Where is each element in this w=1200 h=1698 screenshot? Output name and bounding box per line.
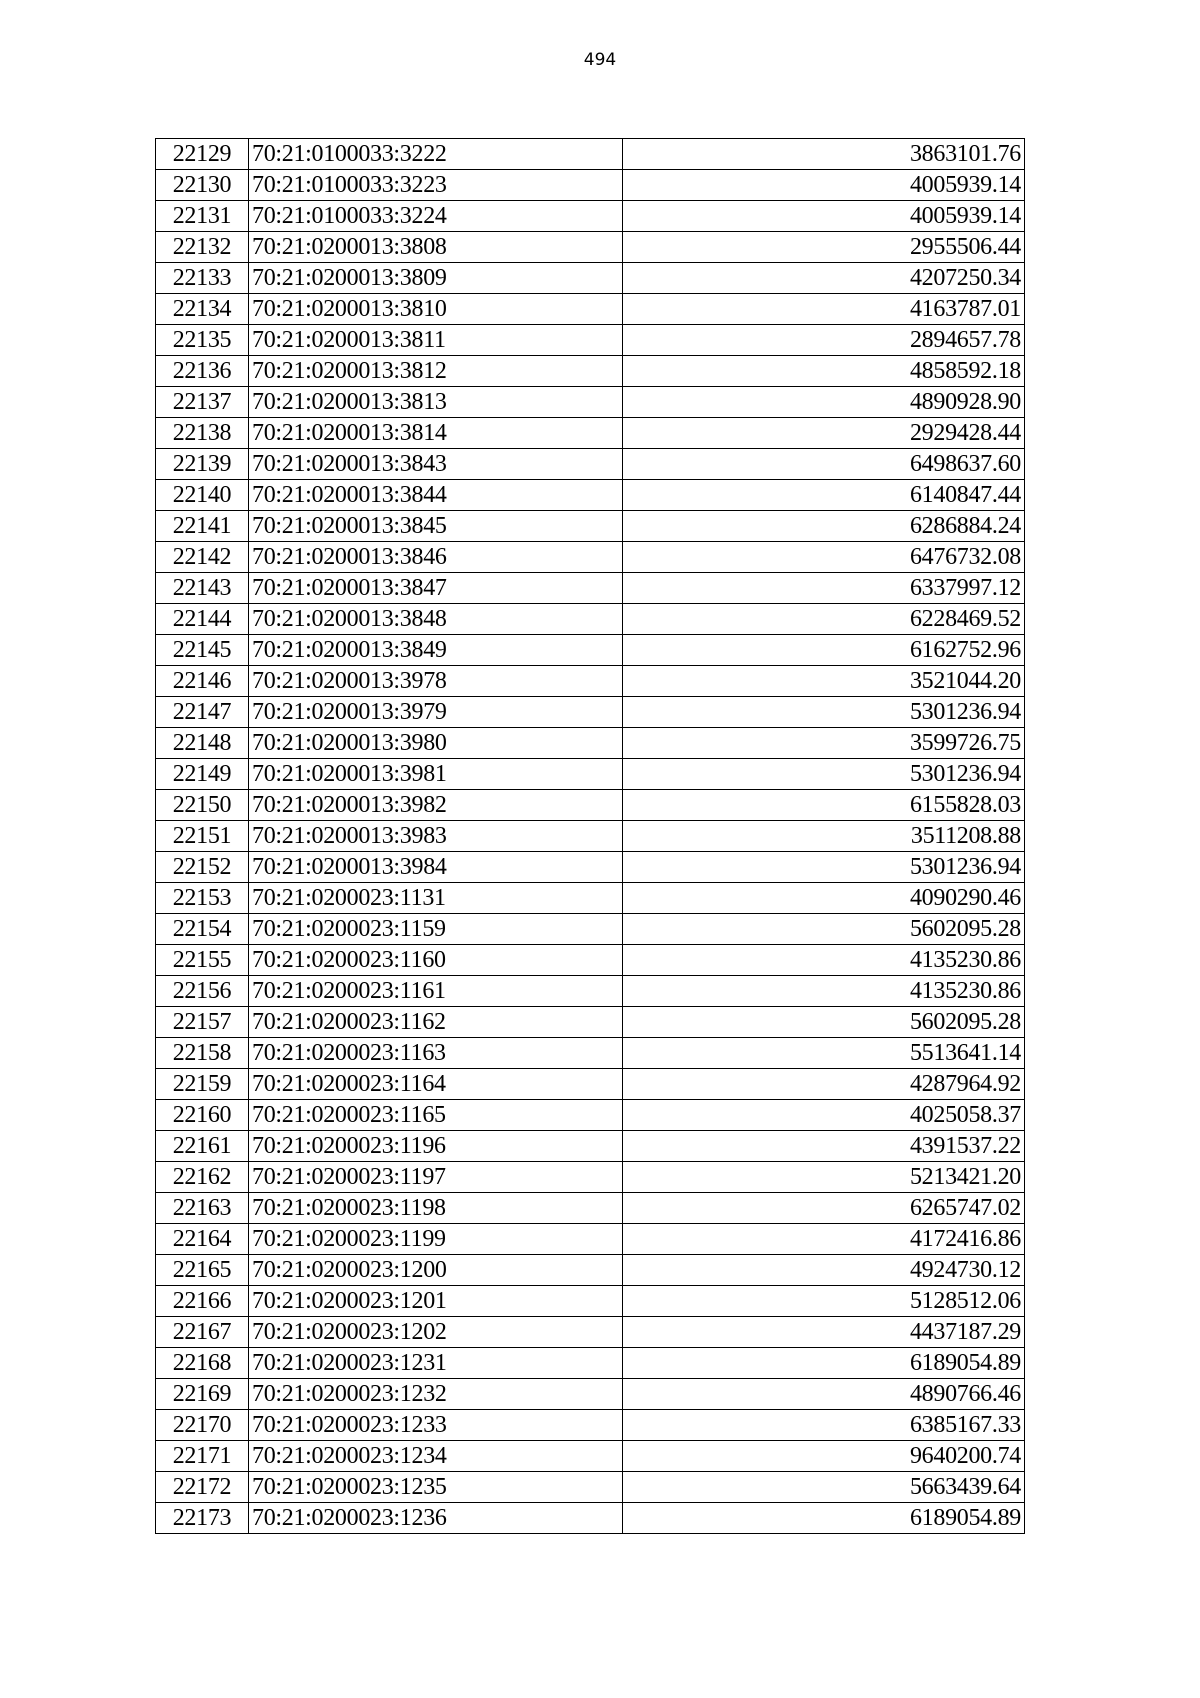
cadastral-value-cell: 4025058.37 [623, 1100, 1025, 1131]
table-row [156, 1038, 1025, 1069]
row-number-cell: 22143 [156, 573, 249, 604]
row-number-cell: 22145 [156, 635, 249, 666]
cadastral-number-cell: 70:21:0100033:3224 [249, 201, 623, 232]
cadastral-number-cell: 70:21:0200023:1197 [249, 1162, 623, 1193]
cadastral-value-cell: 4005939.14 [623, 201, 1025, 232]
table-row [156, 542, 1025, 573]
table-row [156, 418, 1025, 449]
row-number-cell: 22130 [156, 170, 249, 201]
cadastral-value-cell: 3863101.76 [623, 139, 1025, 170]
cadastral-number-cell: 70:21:0200023:1202 [249, 1317, 623, 1348]
cadastral-value-cell: 4924730.12 [623, 1255, 1025, 1286]
table-row [156, 1472, 1025, 1503]
table-row [156, 1286, 1025, 1317]
table-row [156, 976, 1025, 1007]
cadastral-number-cell: 70:21:0200013:3810 [249, 294, 623, 325]
table-row [156, 1007, 1025, 1038]
cadastral-number-cell: 70:21:0200023:1200 [249, 1255, 623, 1286]
cadastral-number-cell: 70:21:0200023:1233 [249, 1410, 623, 1441]
cadastral-value-cell: 4890928.90 [623, 387, 1025, 418]
row-number-cell: 22129 [156, 139, 249, 170]
table-row [156, 697, 1025, 728]
cadastral-value-cell: 6140847.44 [623, 480, 1025, 511]
cadastral-value-cell: 5513641.14 [623, 1038, 1025, 1069]
table-row [156, 666, 1025, 697]
table-row [156, 1317, 1025, 1348]
cadastral-number-cell: 70:21:0200023:1131 [249, 883, 623, 914]
cadastral-number-cell: 70:21:0200023:1201 [249, 1286, 623, 1317]
table-row [156, 1255, 1025, 1286]
row-number-cell: 22146 [156, 666, 249, 697]
cadastral-number-cell: 70:21:0200023:1163 [249, 1038, 623, 1069]
row-number-cell: 22132 [156, 232, 249, 263]
table-row [156, 1100, 1025, 1131]
cadastral-number-cell: 70:21:0200023:1196 [249, 1131, 623, 1162]
cadastral-value-cell: 2894657.78 [623, 325, 1025, 356]
cadastral-value-cell: 6476732.08 [623, 542, 1025, 573]
table-row [156, 1193, 1025, 1224]
row-number-cell: 22140 [156, 480, 249, 511]
cadastral-value-cell: 9640200.74 [623, 1441, 1025, 1472]
row-number-cell: 22161 [156, 1131, 249, 1162]
row-number-cell: 22162 [156, 1162, 249, 1193]
cadastral-value-cell: 5602095.28 [623, 914, 1025, 945]
row-number-cell: 22142 [156, 542, 249, 573]
row-number-cell: 22131 [156, 201, 249, 232]
table-row [156, 325, 1025, 356]
cadastral-value-cell: 6162752.96 [623, 635, 1025, 666]
cadastral-number-cell: 70:21:0100033:3222 [249, 139, 623, 170]
table-row [156, 511, 1025, 542]
row-number-cell: 22170 [156, 1410, 249, 1441]
cadastral-value-cell: 6385167.33 [623, 1410, 1025, 1441]
cadastral-value-cell: 4135230.86 [623, 945, 1025, 976]
cadastral-value-cell: 4172416.86 [623, 1224, 1025, 1255]
table-row [156, 945, 1025, 976]
table-row [156, 1503, 1025, 1534]
row-number-cell: 22144 [156, 604, 249, 635]
cadastral-number-cell: 70:21:0200013:3983 [249, 821, 623, 852]
table-row [156, 201, 1025, 232]
cadastral-number-cell: 70:21:0200013:3984 [249, 852, 623, 883]
cadastral-value-cell: 5128512.06 [623, 1286, 1025, 1317]
cadastral-number-cell: 70:21:0200013:3981 [249, 759, 623, 790]
cadastral-value-cell: 4437187.29 [623, 1317, 1025, 1348]
row-number-cell: 22173 [156, 1503, 249, 1534]
row-number-cell: 22154 [156, 914, 249, 945]
cadastral-value-cell: 5301236.94 [623, 852, 1025, 883]
cadastral-number-cell: 70:21:0200023:1236 [249, 1503, 623, 1534]
table-row [156, 480, 1025, 511]
row-number-cell: 22148 [156, 728, 249, 759]
table-row [156, 1069, 1025, 1100]
row-number-cell: 22147 [156, 697, 249, 728]
table-row [156, 1162, 1025, 1193]
cadastral-value-cell: 4163787.01 [623, 294, 1025, 325]
table-row [156, 1224, 1025, 1255]
cadastral-number-cell: 70:21:0200013:3844 [249, 480, 623, 511]
table-row [156, 759, 1025, 790]
row-number-cell: 22160 [156, 1100, 249, 1131]
cadastral-value-cell: 4391537.22 [623, 1131, 1025, 1162]
cadastral-number-cell: 70:21:0200013:3808 [249, 232, 623, 263]
table-row [156, 1379, 1025, 1410]
table-row [156, 573, 1025, 604]
table-row [156, 356, 1025, 387]
row-number-cell: 22155 [156, 945, 249, 976]
cadastral-number-cell: 70:21:0200013:3813 [249, 387, 623, 418]
row-number-cell: 22133 [156, 263, 249, 294]
cadastral-value-cell: 6189054.89 [623, 1348, 1025, 1379]
row-number-cell: 22171 [156, 1441, 249, 1472]
row-number-cell: 22135 [156, 325, 249, 356]
cadastral-value-cell: 4090290.46 [623, 883, 1025, 914]
cadastral-value-cell: 6286884.24 [623, 511, 1025, 542]
cadastral-value-cell: 3599726.75 [623, 728, 1025, 759]
table-row [156, 170, 1025, 201]
cadastral-number-cell: 70:21:0100033:3223 [249, 170, 623, 201]
table-row [156, 790, 1025, 821]
cadastral-value-cell: 5301236.94 [623, 759, 1025, 790]
cadastral-value-cell: 6228469.52 [623, 604, 1025, 635]
cadastral-number-cell: 70:21:0200013:3814 [249, 418, 623, 449]
row-number-cell: 22159 [156, 1069, 249, 1100]
table-row [156, 1348, 1025, 1379]
cadastral-number-cell: 70:21:0200023:1159 [249, 914, 623, 945]
row-number-cell: 22157 [156, 1007, 249, 1038]
cadastral-number-cell: 70:21:0200023:1199 [249, 1224, 623, 1255]
cadastral-number-cell: 70:21:0200013:3809 [249, 263, 623, 294]
cadastral-number-cell: 70:21:0200013:3812 [249, 356, 623, 387]
table-row [156, 883, 1025, 914]
row-number-cell: 22164 [156, 1224, 249, 1255]
cadastral-value-cell: 5602095.28 [623, 1007, 1025, 1038]
cadastral-value-cell: 5213421.20 [623, 1162, 1025, 1193]
table-row [156, 1131, 1025, 1162]
cadastral-number-cell: 70:21:0200023:1164 [249, 1069, 623, 1100]
table-body [156, 139, 1025, 1534]
cadastral-number-cell: 70:21:0200013:3980 [249, 728, 623, 759]
row-number-cell: 22134 [156, 294, 249, 325]
table-row [156, 232, 1025, 263]
cadastral-value-cell: 3511208.88 [623, 821, 1025, 852]
cadastral-number-cell: 70:21:0200023:1161 [249, 976, 623, 1007]
cadastral-number-cell: 70:21:0200013:3978 [249, 666, 623, 697]
cadastral-number-cell: 70:21:0200023:1234 [249, 1441, 623, 1472]
cadastral-value-cell: 4287964.92 [623, 1069, 1025, 1100]
cadastral-number-cell: 70:21:0200013:3843 [249, 449, 623, 480]
cadastral-number-cell: 70:21:0200023:1198 [249, 1193, 623, 1224]
cadastral-number-cell: 70:21:0200013:3848 [249, 604, 623, 635]
cadastral-number-cell: 70:21:0200013:3811 [249, 325, 623, 356]
cadastral-value-cell: 6498637.60 [623, 449, 1025, 480]
row-number-cell: 22158 [156, 1038, 249, 1069]
cadastral-value-table [155, 138, 1025, 1534]
row-number-cell: 22166 [156, 1286, 249, 1317]
table-row [156, 294, 1025, 325]
cadastral-value-cell: 4135230.86 [623, 976, 1025, 1007]
cadastral-number-cell: 70:21:0200013:3845 [249, 511, 623, 542]
table-row [156, 604, 1025, 635]
cadastral-number-cell: 70:21:0200023:1232 [249, 1379, 623, 1410]
cadastral-value-cell: 6337997.12 [623, 573, 1025, 604]
table-row [156, 635, 1025, 666]
cadastral-number-cell: 70:21:0200013:3849 [249, 635, 623, 666]
cadastral-number-cell: 70:21:0200023:1160 [249, 945, 623, 976]
cadastral-value-cell: 4005939.14 [623, 170, 1025, 201]
row-number-cell: 22137 [156, 387, 249, 418]
cadastral-number-cell: 70:21:0200013:3979 [249, 697, 623, 728]
cadastral-value-cell: 6189054.89 [623, 1503, 1025, 1534]
cadastral-number-cell: 70:21:0200023:1165 [249, 1100, 623, 1131]
row-number-cell: 22150 [156, 790, 249, 821]
table-row [156, 914, 1025, 945]
cadastral-value-cell: 4858592.18 [623, 356, 1025, 387]
cadastral-value-cell: 2955506.44 [623, 232, 1025, 263]
cadastral-value-cell: 3521044.20 [623, 666, 1025, 697]
table-row [156, 852, 1025, 883]
row-number-cell: 22172 [156, 1472, 249, 1503]
cadastral-value-cell: 5663439.64 [623, 1472, 1025, 1503]
table-row [156, 1441, 1025, 1472]
table-row [156, 449, 1025, 480]
cadastral-number-cell: 70:21:0200013:3982 [249, 790, 623, 821]
page-number: 494 [583, 50, 617, 70]
row-number-cell: 22168 [156, 1348, 249, 1379]
row-number-cell: 22138 [156, 418, 249, 449]
cadastral-number-cell: 70:21:0200023:1235 [249, 1472, 623, 1503]
cadastral-number-cell: 70:21:0200013:3846 [249, 542, 623, 573]
row-number-cell: 22141 [156, 511, 249, 542]
table-row [156, 728, 1025, 759]
table-row [156, 1410, 1025, 1441]
row-number-cell: 22169 [156, 1379, 249, 1410]
row-number-cell: 22153 [156, 883, 249, 914]
cadastral-number-cell: 70:21:0200023:1162 [249, 1007, 623, 1038]
cadastral-value-cell: 2929428.44 [623, 418, 1025, 449]
cadastral-value-cell: 4890766.46 [623, 1379, 1025, 1410]
cadastral-value-cell: 4207250.34 [623, 263, 1025, 294]
row-number-cell: 22149 [156, 759, 249, 790]
cadastral-number-cell: 70:21:0200013:3847 [249, 573, 623, 604]
table-row [156, 821, 1025, 852]
cadastral-number-cell: 70:21:0200023:1231 [249, 1348, 623, 1379]
row-number-cell: 22167 [156, 1317, 249, 1348]
row-number-cell: 22156 [156, 976, 249, 1007]
row-number-cell: 22165 [156, 1255, 249, 1286]
row-number-cell: 22152 [156, 852, 249, 883]
cadastral-value-cell: 6265747.02 [623, 1193, 1025, 1224]
row-number-cell: 22136 [156, 356, 249, 387]
table-row [156, 139, 1025, 170]
cadastral-value-cell: 6155828.03 [623, 790, 1025, 821]
table-row [156, 263, 1025, 294]
row-number-cell: 22151 [156, 821, 249, 852]
table-row [156, 387, 1025, 418]
cadastral-value-cell: 5301236.94 [623, 697, 1025, 728]
row-number-cell: 22163 [156, 1193, 249, 1224]
row-number-cell: 22139 [156, 449, 249, 480]
